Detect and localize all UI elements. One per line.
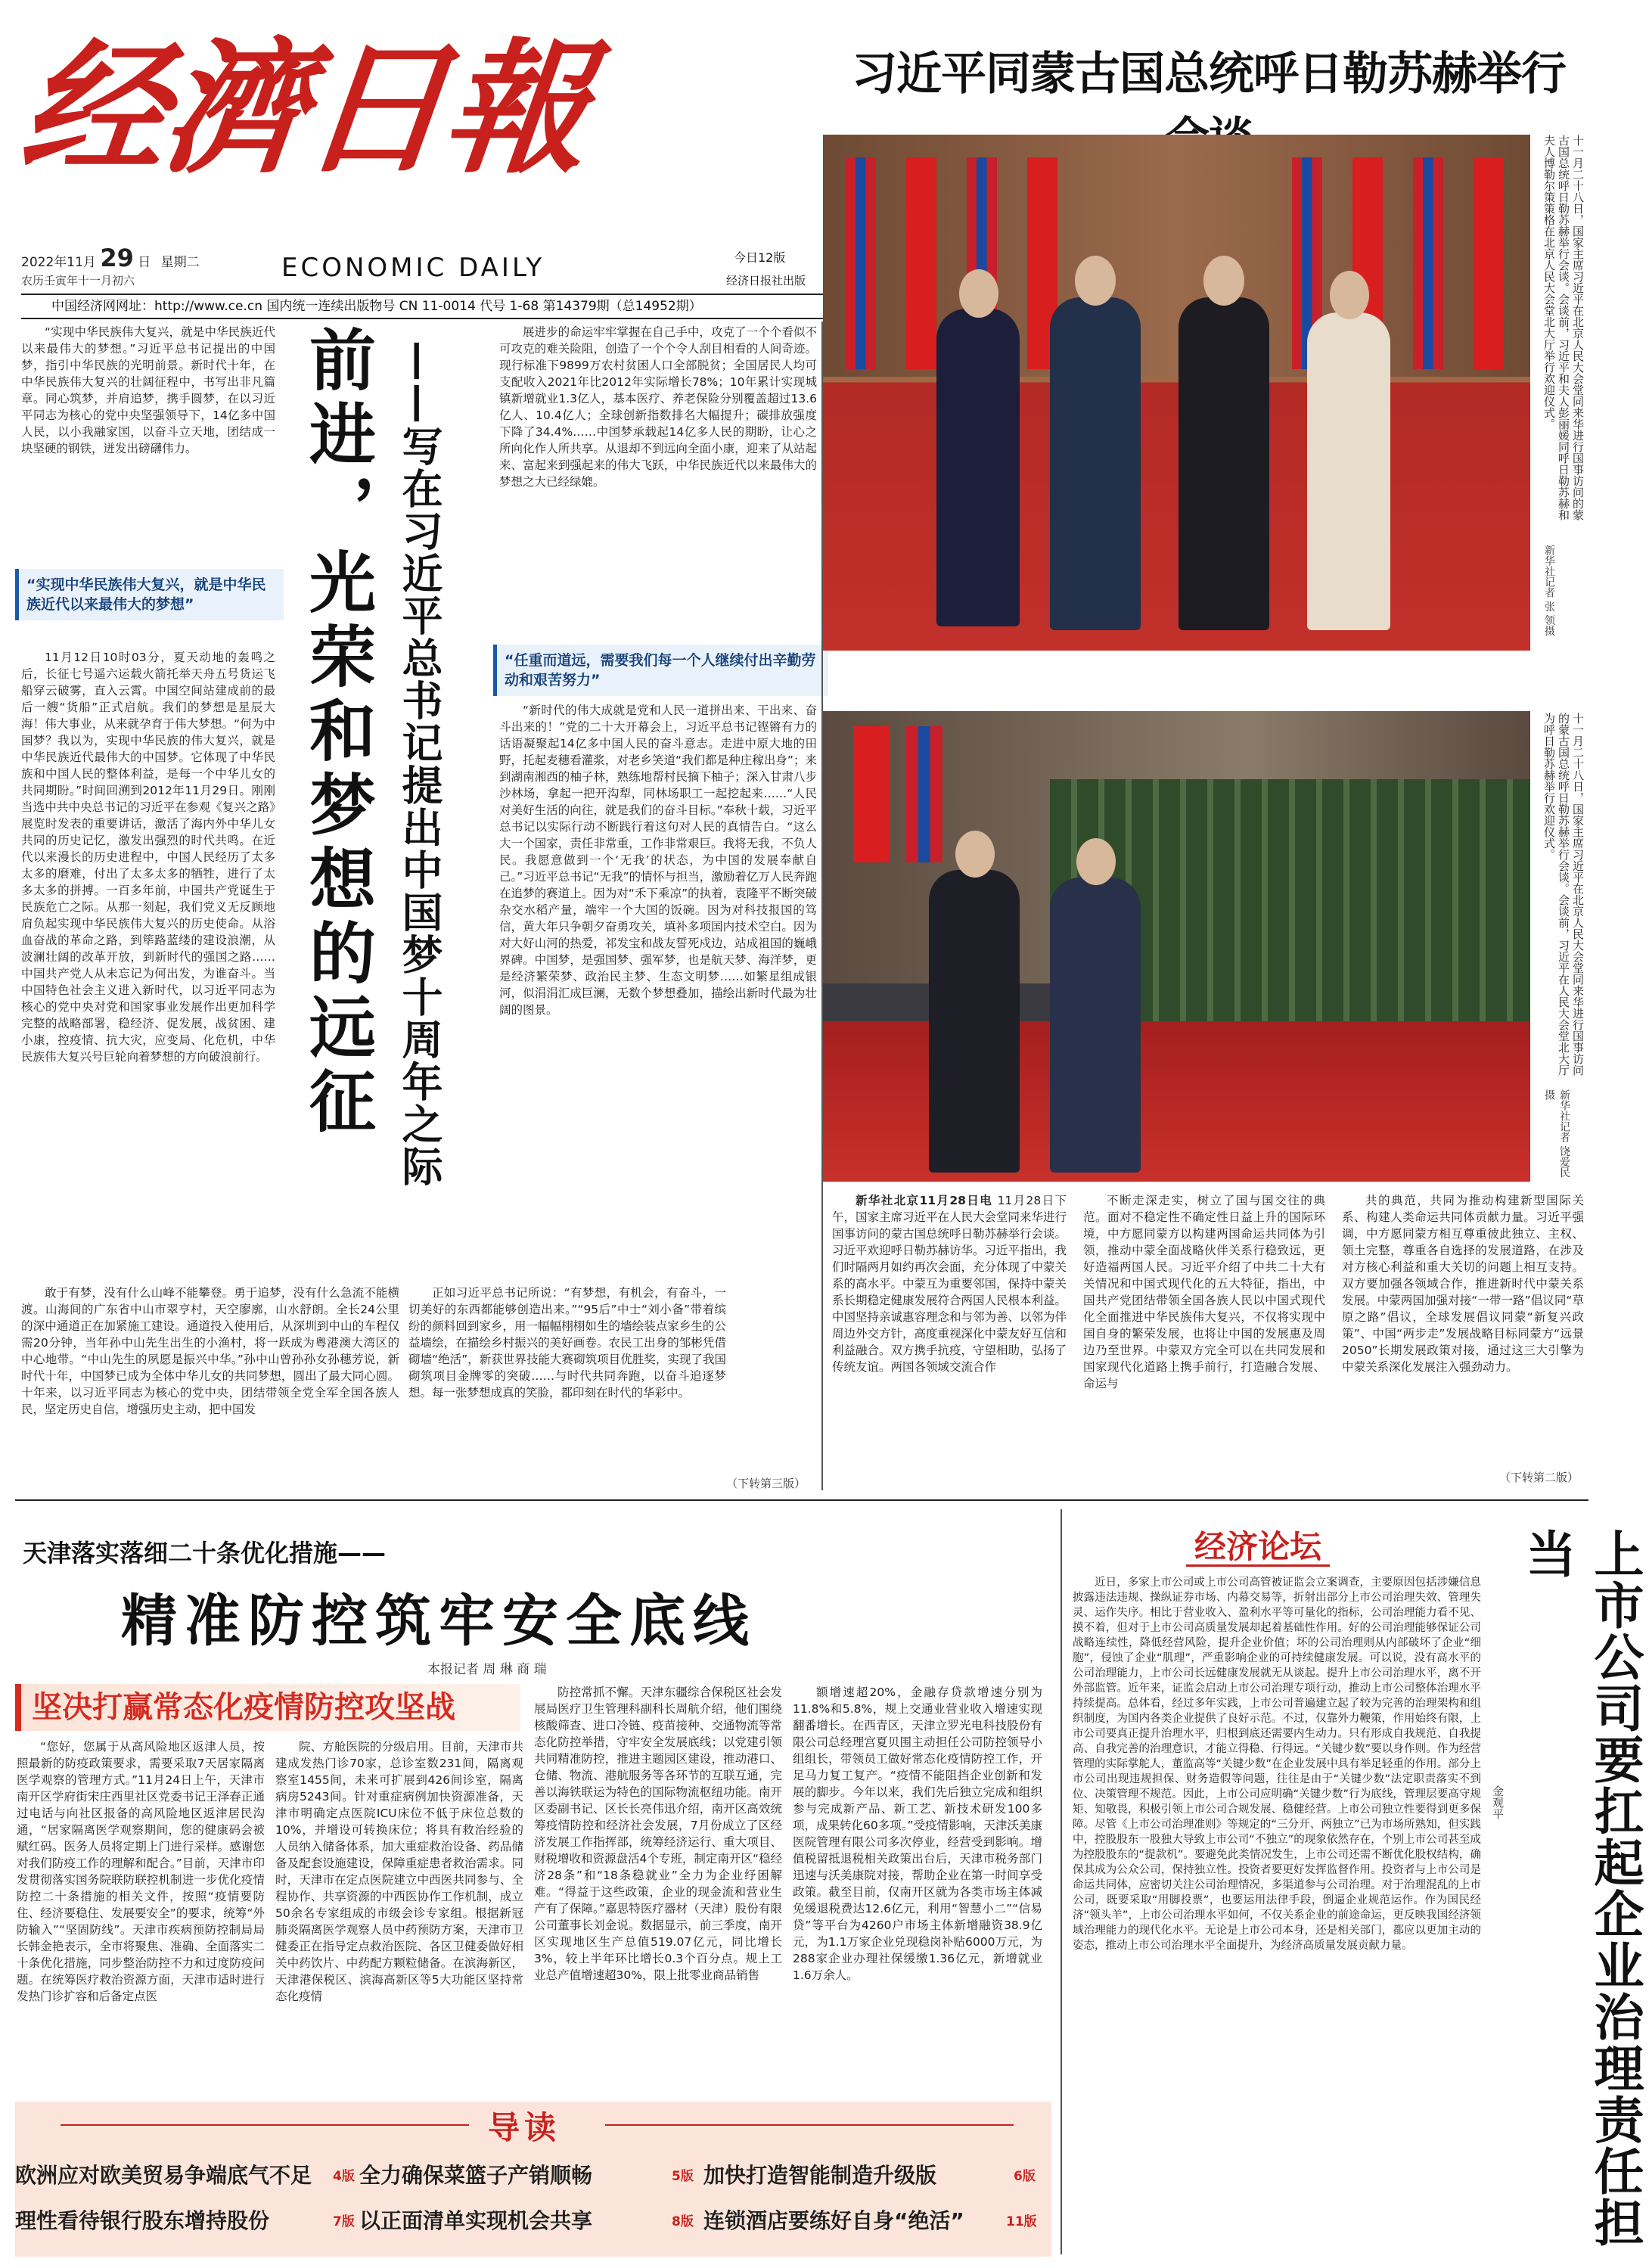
feature-col-d — [408, 1285, 726, 1481]
info-line-text: 中国经济网网址：http://www.ce.cn 国内统一连续出版物号 CN 11-0014 代号 1-68 第14379期（总14952期） — [51, 299, 702, 314]
date-unit: 日 — [138, 255, 151, 270]
tianjin-col-1-text: “您好，您属于从高风险地区返津人员，按照最新的防疫政策要求，需要采取7天居家隔离医学观察的管理方式。”11月24日上午，天津市南开区学府街宋庄西里社区党委书记王泽春正通过电话与向社区报备的高风险地区返津居民沟通，“居家隔离医学观察期间，您的健康码会被赋红码。医务人员将定期上门进行采样。感谢您对我们防疫工作的理解和配合。”目前，天津市印发贯彻落实国务院联防联控机制进一步优化疫情防控二十条措施的相关文件，按照“疫情要防住、经济要稳住、发展要安全”的要求，统筹“外防输入”“坚固防线”。天津市疾病预防控制局局长韩金艳表示，全市将聚焦、准确、全面落实二十条优化措施，同步整治防控不力和过度防疫问题。在统筹医疗救治资源方面，天津市适时进行发热门诊扩容和后备定点医 — [17, 1740, 265, 2003]
publisher: 经济日报社出版 — [726, 274, 806, 287]
guide-item-2[interactable]: 全力确保菜篮子产销顺畅 — [359, 2163, 593, 2188]
feature-quote-1: “实现中华民族伟大复兴，就是中华民族近代以来最伟大的梦想” — [15, 569, 284, 620]
feature-headline: 前进，光荣和梦想的远征 — [299, 325, 377, 1141]
flag-china-1 — [906, 157, 936, 369]
feature-col-b — [499, 324, 817, 611]
lead-text-1: 11月28日下午，国家主席习近平在人民大会堂同来华进行国事访问的蒙古国总统呼日勒苏赫举行会谈。习近平欢迎呼日勒苏赫访华。习近平指出，我们时隔两月如约再次会面，充分体现了中蒙关系的高水平。中蒙互为重要邻国，保持中蒙关系长期稳定健康发展符合两国人民根本利益。中国坚持亲诚惠容理念和与邻为善、以邻为伴周边外交方针，高度重视深化中蒙友好互信和利益融合。双方携手抗疫，守望相助，弘扬了传统友谊。两国各领域交流合作 — [832, 1194, 1067, 1374]
feature-continued: （下转第三版） — [726, 1477, 806, 1490]
forum-column-name — [1186, 1522, 1330, 1567]
tianjin-banner — [15, 1684, 520, 1731]
flag-mongolia-4 — [1413, 157, 1443, 369]
masthead — [0, 0, 817, 287]
forum-text — [1073, 1575, 1481, 2256]
issue-date — [21, 244, 200, 272]
newspaper-logo: 经濟日報 — [14, 24, 595, 193]
english-name: ECONOMIC DAILY — [281, 253, 545, 283]
forum-column-name-text: 经济论坛 — [1194, 1528, 1321, 1565]
tianjin-kicker: 天津落实落细二十条优化措施—— — [23, 1539, 387, 1567]
guide-item-5-page: 8版 — [672, 2214, 694, 2229]
feature-col-b-text: 展进步的命运牢牢掌握在自己手中，攻克了一个个看似不可攻克的难关险阻，创造了一个个令人刮目相看的人间奇迹。现行标准下9899万农村贫困人口全部脱贫；全国居民人均可支配收入2021年比2012年实际增长78%；10年累计实现城镇新增就业1.3亿人，基本医疗、养老保险分别覆盖超过13.6亿人、10.4亿人；全球创新指数排名大幅提升；碳排放强度下降了34.4%……中国梦承载起14亿多人民的期盼，让心之所向化作人所共享。从退却不到远向全面小康，迎来了从站起来、富起来到强起来的伟大飞跃，中华民族近代以来最伟大的梦想之大已经绿媲。 — [499, 325, 817, 489]
lead-text-col-2 — [1083, 1192, 1325, 1480]
tianjin-col-2 — [275, 1738, 523, 2094]
lunar-date: 农历壬寅年十一月初六 — [21, 274, 135, 287]
guide-item-5[interactable]: 以正面清单实现机会共享 — [359, 2208, 593, 2233]
person-1 — [936, 309, 1020, 626]
guide-item-1-page: 4版 — [333, 2169, 355, 2184]
tianjin-byline: 本报记者 周 琳 商 瑞 — [427, 1662, 547, 1677]
tianjin-col-2-text: 院、方舱医院的分级启用。目前，天津市共建成发热门诊70家，总诊室数231间，隔离观察室1455间，未来可扩展到426间诊室，隔离病房5243间。针对重症病例加快资源准备，天津市明确定点医院ICU床位不低于床位总数的10%，并增设可转换床位；将具有救治经验的人员纳入储备体系，加大重症救治设备、药品储备及配套设施建设，保障重症患者救治需求。同时，天津市在定点医院建立中西医共同参与、全程协作、共享资源的中西医协作工作机制，成立50余名专家组成的市级会诊专家组。根据新冠肺炎隔离医学观察人员中药预防方案，天津市卫健委正在指导定点救治医院、各区卫健委做好相关中药饮片、中药配方颗粒储备。在滨海新区，天津港保税区、滨海高新区等5大功能区坚持常态化疫情 — [275, 1740, 523, 2003]
flag-china-5 — [853, 726, 890, 862]
tianjin-col-4-text: 额增速超20%，金融存贷款增速分别为11.8%和5.8%，规上交通业营业收入增速实现翻番增长。在西青区，天津立罗光电科技股份有限公司总经理宫夏贝围主动担任公司防控领导小组组长，带领员工做好常态化疫情防控工作，开足马力复工复产。“疫情不能阻挡企业创新和发展的脚步。今年以来，我们先后独立完成和组织参与完成新产品、新工艺、新技术研发100多项，成果转化60多项。”受疫情影响，天津沃美康医院管理有限公司多次停业，经营受到影响。增值税留抵退税相关政策出台后，天津市税务部门迅速与沃美康院对接，帮助企业在第一时间享受政策。截至目前，仅南开区就为各类市场主体减免缓退税费达12.6亿元，利用“智慧小二”“信易贷”等平台为4260户市场主体新增融资38.9亿元，为1.1万家企业兑现稳岗补贴6000万元，为288家企业办理社保缓缴1.36亿元，新增就业1.6万余人。 — [793, 1685, 1043, 1982]
flag-mongolia-1 — [846, 157, 876, 369]
divider-lower — [1061, 1509, 1062, 2254]
tianjin-col-4 — [793, 1684, 1042, 2094]
photo2-credit: 新华社记者 饶爱民摄 — [1543, 1089, 1570, 1178]
weekday: 星期二 — [160, 255, 200, 270]
date-day: 29 — [100, 244, 134, 272]
feature-col-c-text: 敢于有梦，没有什么山峰不能攀登。勇于追梦，没有什么急流不能横渡。山海间的广东省中山市翠亨村，天空廖廓，山水舒朗。全长24公里的深中通道正在加紧施工建设。通道投入使用后，从深圳到中山的车程仅需20分钟，当年孙中山先生出生的小渔村，将一跃成为粤港澳大湾区的中心地带。“中山先生的夙愿是振兴中华。”孙中山曾孙孙女孙穗芳说，新时代十年，中国梦已成为全体中华儿女的共同梦想，圆出了最大同心圆。十年来，以习近平同志为核心的党中央，团结带领全党全军全国各族人民，坚定历史自信，增强历史主动，把中国发 — [21, 1286, 399, 1416]
lead-photo-1 — [823, 135, 1530, 651]
person-3 — [1179, 297, 1269, 630]
lead-photo-2 — [823, 711, 1530, 1182]
guide-item-6-page: 11版 — [1006, 2214, 1037, 2229]
divider-upper — [821, 322, 823, 1490]
lead-dateline: 新华社北京11月28日电 — [856, 1194, 993, 1207]
lead-headline: 习近平同蒙古国总统呼日勒苏赫举行 — [852, 48, 1566, 101]
flag-mongolia-5 — [906, 726, 943, 862]
person-6 — [1050, 878, 1141, 1173]
guide-item-1[interactable]: 欧洲应对欧美贸易争端底气不足 — [15, 2163, 312, 2188]
guide-item-2-page: 5版 — [672, 2169, 694, 2184]
guide-title-line-right — [605, 2124, 1014, 2126]
guide-item-6[interactable]: 连锁酒店要练好自身“绝活” — [703, 2208, 964, 2233]
guide-item-4-page: 7版 — [333, 2214, 355, 2229]
feature-quote-2: “任重而道远，需要我们每一个人继续付出辛勤劳动和艰苦努力” — [493, 645, 828, 696]
lead-text-col-1 — [832, 1192, 1067, 1480]
date-month: 2022年11月 — [21, 255, 96, 270]
forum-author: 金观平 — [1491, 1785, 1505, 1819]
lead-text-col-3 — [1342, 1192, 1584, 1465]
guide-title: 导读 — [488, 2109, 561, 2146]
tianjin-col-3 — [534, 1684, 782, 2094]
guide-item-3[interactable]: 加快打造智能制造升级版 — [703, 2163, 937, 2188]
feature-col-a2 — [21, 649, 275, 1282]
lead-text-2: 不断走深走实，树立了国与国交往的典范。面对不稳定性不确定性日益上升的国际环境，中方愿同蒙方以构建两国命运共同体为引领，推动中蒙全面战略伙伴关系行稳致远，更好造福两国人民。习近平介绍了中共二十大有关情况和中国式现代化的五大特征，指出，中国共产党团结带领全国各族人民以中国式现代化全面推进中华民族伟大复兴，不仅将实现中国自身的繁荣发展，也将让中国的发展惠及周边乃至世界。中蒙双方完全可以在共同发展和国家现代化道路上携手前行，打造融合发展、命运与 — [1083, 1194, 1325, 1390]
person-2 — [1050, 297, 1141, 630]
feature-subtitle: ——写在习近平总书记提出中国梦十周年之际 — [396, 340, 444, 1188]
photo2-caption: 十一月二十八日，国家主席习近平在北京人民大会堂同来华进行国事访问的蒙古国总统呼日勒苏赫举行会谈。会谈前，习近平在人民大会堂北大厅为呼日勒苏赫举行欢迎仪式。 — [1542, 713, 1585, 1076]
divider-middle — [15, 1499, 1588, 1501]
forum-headline: 上市公司要扛起企业治理责任担当 — [1517, 1528, 1644, 2248]
photo1-caption: 十一月二十八日，国家主席习近平在北京人民大会堂同来华进行国事访问的蒙古国总统呼日勒苏赫举行会谈。会谈前，习近平和夫人彭丽媛同呼日勒苏赫和夫人博勒尔策策格在北京人民大会堂北大厅举行欢迎仪式。 — [1542, 135, 1585, 520]
person-5 — [929, 870, 1020, 1173]
feature-col-a-text: “实现中华民族伟大复兴，就是中华民族近代以来最伟大的梦想。”习近平总书记提出的中国梦，指引中华民族的光明前景。新时代十年，在中华民族伟大复兴的壮阔征程中，书写出非凡篇章。同心筑梦，并肩追梦，携手圆梦，在以习近平同志为核心的党中央坚强领导下，14亿多中国人民，以小我融家国，以奋斗立天地，团结成一块坚硬的钢铁，迸发出磅礴伟力。 — [21, 325, 275, 455]
tianjin-banner-text: 坚决打赢常态化疫情防控攻坚战 — [32, 1690, 455, 1725]
feature-col-c — [21, 1285, 399, 1496]
feature-col-b2-text: “新时代的伟大成就是党和人民一道拼出来、干出来、奋斗出来的！”党的二十大开幕会上，习近平总书记铿锵有力的话语凝聚起14亿多中国人民的奋斗意志。走进中原大地的田野，托起麦穗看灌浆，对老乡笑道“我们都是种庄稼出身”；来到湖南湘西的柚子林，熟练地帮村民摘下柚子；深入甘肃八步沙林场，拿起一把开沟犁，同林场职工一起挖起来……“人民对美好生活的向往，就是我们的奋斗目标。”奉秋十载，习近平总书记以实际行动不断践行着这句对人民的真情告白。“这么大一个国家，责任非常重，工作非常艰巨。我将无我，不负人民。我愿意做到一个‘无我’的状态，为中国的发展奉献自己。”习近平总书记“无我”的情怀与担当，激励着亿万人民奔跑在追梦的赛道上。因为对“禾下乘凉”的执着，袁隆平不断突破杂交水稻产量，端牢一个大国的饭碗。因为对科技报国的笃信，黄大年只争朝夕奋勇攻关，填补多项国内技术空白。因为对大好山河的热爱，祁发宝和战友誓死戍边，站成祖国的巍峨界碑。中国梦，是强国梦、强军梦，也是航天梦、海洋梦，更是经济繁荣梦、政治民主梦、生态文明梦……如繁星组成银河，似涓涓汇成巨澜，无数个梦想叠加，描绘出新时代最为壮阔的图景。 — [499, 704, 817, 1017]
guide-box — [15, 2102, 1051, 2257]
feature-col-a2-text: 11月12日10时03分，夏天动地的轰鸣之后，长征七号遥六运载火箭托举天舟五号货运飞船穿云破雾，直入云霄。中国空间站建成前的最后一艘“货船”正式启航。我们的梦想是星辰大海！伟大事业，从来就孕育于伟大梦想。“何为中国梦？我以为，实现中华民族的伟大复兴，就是中华民族近代最伟大的中国梦。它体现了中华民族和中国人民的整体利益，是每一个中华儿女的共同期盼。”时间回溯到2012年11月29日。刚刚当选中共中央总书记的习近平在参观《复兴之路》展览时发表的重要讲话，激活了海内外中华儿女共同的历史记忆，激发出强烈的时代共鸣。在近代以来漫长的历史进程中，中国人民经历了太多太多的磨难，付出了太多太多的牺牲，进行了太多太多的拼搏。一百多年前，中国共产党诞生于民族危亡之际。从那一刻起，我们党义无反顾地肩负起实现中华民族伟大复兴的历史使命。从浴血奋战的革命之路，到筚路蓝缕的建设浪潮，从波澜壮阔的改革开放，到新时代的强国之路……中国共产党人从未忘记为何出发，为谁奋斗。当中国特色社会主义进入新时代，以习近平同志为核心的党中央对党和国家事业发展作出更加科学完整的战略部署，稳经济、促发展，战贫困、建小康，控疫情、抗大灾，应变局、化危机，中华民族伟大复兴号巨轮向着梦想的方向破浪前行。 — [21, 651, 275, 1064]
tianjin-col-3-text: 防控常抓不懈。天津东疆综合保税区社会发展局医疗卫生管理科副科长周航介绍，他们围绕核酸筛查、进口冷链、疫苗接种、交通物流等常态化防控举措，守牢安全发展底线；以党建引领共同精准防控，推进主题园区建设，推动港口、仓储、物流、港航服务等各环节的互联互通，完善以海铁联运为特色的国际物流枢纽功能。南开区委副书记、区长长亮伟迅介绍，南开区高效统筹疫情防控和经济社会发展，7月份成立了区经济发展工作指挥部，统筹经济运行、重大项目、财税增收和资源盘活4个专班，制定南开区“稳经济28条”和“18条稳就业”全力为企业纾困解难。“得益于这些政策，企业的现金流和营业生产有了保障。”嘉思特医疗器材（天津）股份有限公司董事长刘金说。数据显示，前三季度，南开区实现地区生产总值519.07亿元，同比增长3%，较上半年环比增长0.3个百分点。规上工业总产值增速超30%，限上批零业商品销售 — [534, 1685, 782, 1982]
guide-item-4[interactable]: 理性看待银行股东增持股份 — [15, 2208, 270, 2233]
tianjin-col-1 — [17, 1738, 265, 2094]
info-line — [21, 294, 823, 319]
tianjin-headline: 精准防控筑牢安全底线 — [121, 1589, 756, 1654]
guide-title-line-left — [61, 2124, 469, 2126]
person-4 — [1307, 312, 1390, 630]
feature-col-a — [21, 324, 275, 551]
photo1-credit: 新华社记者 张 领摄 — [1543, 545, 1555, 636]
feature-col-b2 — [499, 702, 817, 1277]
feature-col-d-text: 正如习近平总书记所说：“有梦想，有机会，有奋斗，一切美好的东西都能够创造出来。”“95后”中士“刘小备”带着缤纷的颜料回到家乡，用一幅幅栩栩如生的墙绘装点家乡生的公益墙绘，在描绘乡村振兴的美好画卷。农民工出身的邹彬凭借砌墙“绝活”，新获世界技能大赛砌筑项目优胜奖，实现了我国砌筑项目金牌零的突破……与时代共同奔跑，以奋斗追逐梦想。每一张梦想成真的笑脸，都印刻在时代的华彩中。 — [408, 1286, 726, 1400]
lead-continued: （下转第二版） — [1499, 1471, 1579, 1484]
forum-text-body: 近日，多家上市公司或上市公司高管被证监会立案调查，主要原因包括涉嫌信息披露违法违规、操纵证券市场、内幕交易等，折射出部分上市公司治理失效、管理失灵、运作失序。相比于营业收入、盈利水平等可量化的指标，公司治理能力看不见、摸不着，但对于上市公司高质量发展却起着基础性作用。好的公司治理能够保证公司战略连续性，降低经营风险，提升企业价值；坏的公司治理则从内部破坏了企业“细胞”，侵蚀了企业“肌理”，严重影响企业的可持续健康发展。可以说，没有高水平的公司治理能力，上市公司长远健康发展就无从谈起。提升上市公司治理水平，离不开外部监管。近年来，证监会启动上市公司治理专项行动，推动上市公司整体治理水平持续提高。总体看，经过多年实践，上市公司普遍建立起了较为完善的治理架构和组织制度，为国内各类企业提供了良好示范。不过，仅靠外力鞭策，作用始终有限，上市公司要真正提升治理水平，归根到底还需要内生动力。只有形成自我规范、自我提高、自我完善的治理意识，才能立得稳、行得远。“关键少数”要以身作则。作为经营管理的实际掌舵人，董监高等“关键少数”在企业发展中具有举足轻重的作用。部分上市公司出现违规担保、财务造假等问题，往往是由于“关键少数”法定职责落实不到位、决策管理不规范。因此，上市公司应明确“关键少数”行为底线，管理层要高守规矩、知敬畏，积极引领上市公司合规发展、稳健经营。上市公司独立性要得到更多保障。尽管《上市公司治理准则》等规定的“三分开、两独立”已为市场所熟知，但实践中，控股股东一股独大导致上市公司“不独立”的现象依然存在，个别上市公司甚至成为控股股东的“提款机”。要避免此类情况发生，上市公司还需不断优化股权结构，确保其成为公众公司，保持独立性。投资者要更好发挥监督作用。投资者与上市公司是命运共同体，应密切关注公司治理情况，多渠道参与公司治理。对于治理混乱的上市公司，既要采取“用脚投票”，也要运用法律手段，倒逼企业规范运作。作为国民经济“领头羊”，上市公司治理水平如何，不仅关系企业的前途命运，更反映我国经济领域治理能力的现代化水平。无论是上市公司本身，还是相关部门，都应以更加主动的姿态，推动上市公司治理水平全面提升，为经济高质量发展贡献力量。 — [1073, 1577, 1481, 1952]
page-count: 今日12版 — [734, 250, 786, 265]
flag-china-4 — [1474, 157, 1504, 369]
guide-item-3-page: 6版 — [1014, 2169, 1036, 2184]
lead-text-3: 共的典范，共同为推动构建新型国际关系、构建人类命运共同体贡献力量。习近平强调，中方愿同蒙方相互尊重彼此独立、主权、领土完整，尊重各自选择的发展道路，在涉及对方核心利益和重大关切的问题上相互支持。双方要加强各领域合作，推进新时代中蒙关系发展。中蒙两国加强对接“一带一路”倡议同“草原之路”倡议，全球发展倡议同蒙“新复兴政策”、中国“两步走”发展战略目标同蒙方“远景2050”长期发展政策对接，通过这三大引擎为中蒙关系深化发展注入强劲动力。 — [1342, 1194, 1584, 1374]
